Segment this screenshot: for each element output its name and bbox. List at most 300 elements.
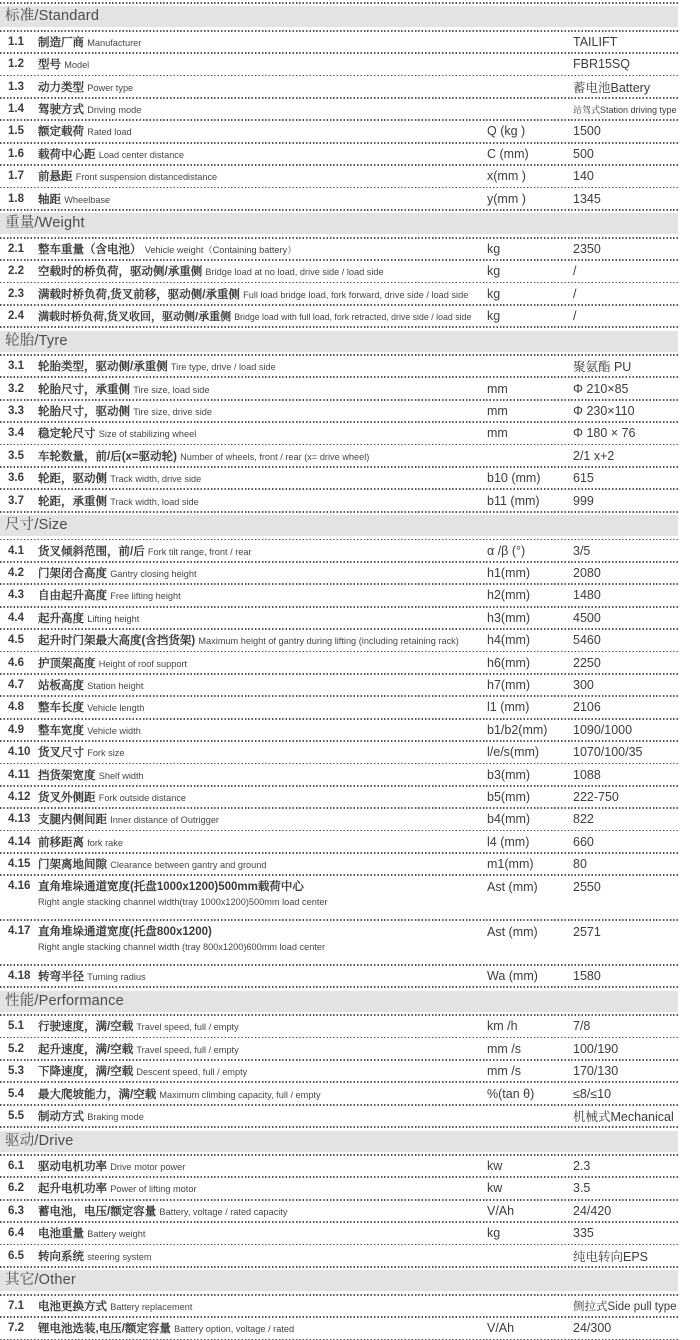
row-label bbox=[38, 358, 487, 374]
row-number: 1.6 bbox=[8, 147, 24, 160]
row-label-en: Bridge load with full load, fork retracted, drive side / load side bbox=[234, 311, 472, 322]
spec-row bbox=[0, 809, 678, 830]
row-label-en: Station height bbox=[87, 681, 144, 692]
row-value: 2080 bbox=[573, 566, 601, 581]
row-label-zh: 轴距 bbox=[38, 193, 61, 206]
row-number: 1.8 bbox=[8, 192, 24, 205]
row-value: 3/5 bbox=[573, 543, 591, 558]
row-label bbox=[38, 286, 487, 302]
spec-row bbox=[0, 1178, 678, 1199]
row-unit: b11 (mm) bbox=[487, 493, 540, 508]
row-unit: b4(mm) bbox=[487, 812, 531, 827]
section-header: 轮胎/Tyre bbox=[0, 331, 678, 352]
dotted-divider bbox=[0, 1126, 678, 1128]
row-unit: b1/b2(mm) bbox=[487, 722, 548, 737]
row-number: 2.4 bbox=[8, 309, 24, 322]
row-label-zh: 站板高度 bbox=[38, 680, 84, 693]
row-unit: Ast (mm) bbox=[487, 880, 538, 895]
row-number: 1.1 bbox=[8, 35, 24, 48]
row-label-en: Rated load bbox=[87, 127, 132, 138]
row-unit: kg bbox=[487, 241, 501, 256]
row-value: 1500 bbox=[573, 124, 601, 139]
row-value: 24/300 bbox=[573, 1321, 612, 1336]
row-label bbox=[38, 925, 487, 953]
row-value: 1088 bbox=[573, 767, 601, 782]
row-unit: kw bbox=[487, 1159, 503, 1174]
row-value: / bbox=[573, 264, 577, 279]
row-label-en: Fork size bbox=[87, 748, 125, 759]
row-number: 3.2 bbox=[8, 382, 24, 395]
row-label-en: Maximum climbing capacity, full / empty bbox=[159, 1089, 321, 1100]
row-label bbox=[38, 856, 487, 872]
row-label bbox=[38, 767, 487, 783]
row-unit: Ast (mm) bbox=[487, 925, 538, 940]
row-value: 2250 bbox=[573, 655, 601, 670]
row-label bbox=[38, 425, 487, 441]
row-unit: l4 (mm) bbox=[487, 834, 530, 849]
dotted-divider bbox=[0, 209, 678, 211]
row-value: 2350 bbox=[573, 241, 601, 256]
dotted-divider bbox=[0, 2, 678, 4]
spec-row bbox=[0, 239, 678, 260]
row-label bbox=[38, 34, 487, 50]
row-label-en: Fork outside distance bbox=[98, 793, 187, 803]
row-label-zh: 起升高度 bbox=[38, 612, 84, 625]
row-number: 7.2 bbox=[8, 1322, 24, 1335]
row-label-zh: 下降速度，满/空载 bbox=[38, 1066, 134, 1079]
spec-row bbox=[0, 1083, 678, 1104]
spec-row bbox=[0, 563, 678, 584]
spec-row bbox=[0, 854, 678, 875]
row-value: 机械式Mechanical bbox=[573, 1109, 674, 1124]
row-label bbox=[38, 381, 487, 397]
row-label bbox=[38, 241, 487, 257]
row-number: 4.13 bbox=[8, 813, 31, 826]
spec-row bbox=[0, 1061, 678, 1082]
row-label-en: fork rake bbox=[87, 837, 123, 848]
row-label-en: Track width, load side bbox=[110, 496, 199, 507]
row-label-en: Braking mode bbox=[87, 1111, 144, 1122]
row-number: 5.3 bbox=[8, 1065, 24, 1078]
row-label-en: Tire size, load side bbox=[133, 384, 210, 395]
row-label bbox=[38, 168, 487, 184]
row-number: 4.7 bbox=[8, 679, 24, 692]
row-label-en: Gantry closing height bbox=[110, 569, 197, 580]
row-number: 4.8 bbox=[8, 701, 24, 714]
row-label-zh: 满载时桥负荷,货叉前移，驱动侧/承重侧 bbox=[38, 288, 240, 301]
row-unit: x(mm ) bbox=[487, 169, 526, 184]
row-unit: l1 (mm) bbox=[487, 700, 530, 715]
spec-row bbox=[0, 675, 678, 696]
row-label-zh: 起升电机功率 bbox=[38, 1183, 107, 1196]
row-label-en: Full load bridge load, fork forward, drive side / load side bbox=[243, 289, 469, 300]
spec-row bbox=[0, 831, 678, 852]
row-number: 6.5 bbox=[8, 1249, 24, 1262]
row-number: 4.11 bbox=[8, 768, 30, 781]
spec-row bbox=[0, 630, 678, 651]
row-label-en: Wheelbase bbox=[64, 194, 111, 205]
row-value: TAILIFT bbox=[573, 34, 618, 49]
row-unit: h3(mm) bbox=[487, 610, 531, 625]
row-number: 6.4 bbox=[8, 1227, 24, 1240]
row-label-en: Model bbox=[64, 60, 90, 71]
row-label-zh: 挡货架宽度 bbox=[38, 769, 96, 782]
row-value: 纯电转向EPS bbox=[573, 1249, 649, 1264]
row-label-en: Battery replacement bbox=[110, 1301, 193, 1312]
row-label-zh: 前悬距 bbox=[38, 171, 73, 184]
row-value: 3.5 bbox=[573, 1181, 591, 1196]
row-value: 615 bbox=[573, 471, 594, 486]
row-label-en: Bridge load at no load, drive side / load side bbox=[205, 267, 384, 278]
row-label-en: Travel speed, full / empty bbox=[136, 1022, 239, 1033]
row-label-en: Inner distance of Outrigger bbox=[110, 815, 219, 826]
row-label-en: Vehicle width bbox=[87, 725, 141, 736]
row-label-en: Battery, voltage / rated capacity bbox=[159, 1206, 288, 1217]
row-value: 2/1 x+2 bbox=[573, 448, 615, 463]
row-unit: Wa (mm) bbox=[487, 969, 538, 984]
row-label-en: Power type bbox=[87, 82, 134, 93]
spec-row bbox=[0, 54, 678, 75]
row-unit: mm bbox=[487, 426, 508, 441]
section-header: 驱动/Drive bbox=[0, 1131, 678, 1152]
row-number: 4.3 bbox=[8, 589, 24, 602]
row-label bbox=[38, 632, 487, 648]
dotted-divider bbox=[0, 986, 678, 988]
row-unit: mm bbox=[487, 403, 508, 418]
row-label bbox=[38, 403, 487, 419]
row-value: 1090/1000 bbox=[573, 722, 633, 737]
row-unit: b3(mm) bbox=[487, 767, 531, 782]
row-label-en: Clearance between gantry and ground bbox=[110, 860, 267, 871]
row-unit: V/Ah bbox=[487, 1321, 515, 1336]
row-label-en: Height of roof support bbox=[98, 658, 188, 669]
row-number: 5.4 bbox=[8, 1087, 24, 1100]
row-label-zh: 锂电池选装,电压/额定容量 bbox=[38, 1323, 171, 1336]
spec-row bbox=[0, 876, 678, 919]
row-value: 蓄电池Battery bbox=[573, 80, 651, 95]
spec-row bbox=[0, 32, 678, 53]
row-label-zh: 轮距，驱动侧 bbox=[38, 473, 107, 486]
spec-row bbox=[0, 166, 678, 187]
row-number: 4.10 bbox=[8, 746, 31, 759]
spec-row bbox=[0, 1156, 678, 1177]
row-value: 1480 bbox=[573, 588, 601, 603]
row-label bbox=[38, 1248, 487, 1264]
row-label bbox=[38, 699, 487, 715]
spec-row bbox=[0, 1106, 678, 1127]
row-label bbox=[38, 308, 487, 324]
row-label-zh: 载荷中心距 bbox=[38, 148, 96, 161]
row-unit: y(mm ) bbox=[487, 191, 526, 206]
spec-row bbox=[0, 1245, 678, 1266]
row-number: 4.2 bbox=[8, 567, 24, 580]
row-label-zh: 空载时的桥负荷，驱动侧/承重侧 bbox=[38, 266, 203, 279]
row-label-zh: 型号 bbox=[38, 59, 61, 72]
spec-row bbox=[0, 144, 678, 165]
row-label-zh: 轮胎尺寸，承重侧 bbox=[38, 383, 130, 396]
row-unit: h7(mm) bbox=[487, 678, 531, 693]
row-number: 6.3 bbox=[8, 1204, 24, 1217]
row-label-zh: 额定载荷 bbox=[38, 126, 84, 139]
row-label-zh: 整车宽度 bbox=[38, 724, 84, 737]
row-number: 3.6 bbox=[8, 472, 24, 485]
row-label-zh: 轮距，承重侧 bbox=[38, 495, 107, 508]
row-value: 822 bbox=[573, 812, 594, 827]
row-number: 5.1 bbox=[8, 1020, 24, 1033]
section-header: 性能/Performance bbox=[0, 991, 678, 1012]
row-label bbox=[38, 722, 487, 738]
row-number: 3.1 bbox=[8, 360, 24, 373]
row-value: 300 bbox=[573, 678, 594, 693]
row-label-en: Battery weight bbox=[87, 1229, 146, 1240]
row-number: 3.5 bbox=[8, 449, 24, 462]
spec-row bbox=[0, 468, 678, 489]
row-number: 4.14 bbox=[8, 835, 31, 848]
row-value: 侧拉式Side pull type bbox=[573, 1300, 677, 1313]
row-label bbox=[38, 101, 487, 117]
spec-row bbox=[0, 423, 678, 444]
row-unit: mm bbox=[487, 381, 508, 396]
row-label-zh: 蓄电池，电压/额定容量 bbox=[38, 1205, 157, 1218]
row-number: 4.16 bbox=[8, 880, 31, 893]
row-label-zh: 转弯半径 bbox=[38, 971, 84, 984]
row-label-zh: 门架离地间隙 bbox=[38, 859, 107, 872]
row-label-zh: 门架闭合高度 bbox=[38, 568, 107, 581]
row-label-en: Manufacturer bbox=[87, 37, 142, 48]
row-label-zh: 驾驶方式 bbox=[38, 104, 84, 117]
row-label-en: steering system bbox=[87, 1251, 152, 1262]
row-label bbox=[38, 1203, 487, 1219]
spec-row bbox=[0, 1201, 678, 1222]
row-number: 5.2 bbox=[8, 1042, 24, 1055]
row-label-en: Number of wheels, front / rear (x= drive wheel) bbox=[180, 451, 370, 462]
row-label-zh: 行驶速度，满/空载 bbox=[38, 1021, 134, 1034]
row-label bbox=[38, 263, 487, 279]
row-label bbox=[38, 543, 487, 559]
section-header: 标准/Standard bbox=[0, 6, 678, 27]
row-value: 500 bbox=[573, 146, 594, 161]
row-label-en: Right angle stacking channel width(tray 1000x1200)500mm load center bbox=[38, 896, 328, 907]
row-label bbox=[38, 587, 487, 603]
section-header: 尺寸/Size bbox=[0, 515, 678, 536]
dotted-divider bbox=[0, 326, 678, 328]
row-unit: kg bbox=[487, 264, 501, 279]
spec-row bbox=[0, 1296, 678, 1317]
row-label bbox=[38, 56, 487, 72]
row-number: 1.3 bbox=[8, 80, 24, 93]
row-label-en: Tire size, drive side bbox=[133, 406, 213, 417]
row-label-zh: 转向系统 bbox=[38, 1250, 84, 1263]
spec-row bbox=[0, 921, 678, 964]
row-label-en: Battery option, voltage / rated bbox=[174, 1324, 295, 1335]
row-value: Φ 180 × 76 bbox=[573, 426, 636, 441]
row-value: / bbox=[573, 308, 577, 323]
row-value: 24/420 bbox=[573, 1203, 612, 1218]
row-number: 7.1 bbox=[8, 1299, 24, 1312]
row-number: 1.2 bbox=[8, 58, 24, 71]
row-label-en: Tire type, drive / load side bbox=[170, 362, 276, 373]
row-value: 1070/100/35 bbox=[573, 745, 643, 760]
row-unit: kg bbox=[487, 308, 501, 323]
row-value: 2.3 bbox=[573, 1159, 591, 1174]
row-label bbox=[38, 1108, 487, 1124]
row-label bbox=[38, 470, 487, 486]
row-unit: kg bbox=[487, 286, 501, 301]
spec-row bbox=[0, 76, 678, 97]
row-value: ≤8/≤10 bbox=[573, 1086, 612, 1101]
row-value: 170/130 bbox=[573, 1064, 619, 1079]
row-label bbox=[38, 1180, 487, 1196]
spec-row bbox=[0, 445, 678, 466]
spec-row bbox=[0, 121, 678, 142]
row-label-zh: 货叉倾斜范围，前/后 bbox=[38, 545, 145, 558]
row-label-en: Vehicle length bbox=[87, 703, 145, 714]
spec-row bbox=[0, 188, 678, 209]
row-value: 999 bbox=[573, 493, 594, 508]
row-number: 6.1 bbox=[8, 1160, 24, 1173]
spec-row bbox=[0, 261, 678, 282]
spec-row bbox=[0, 697, 678, 718]
row-unit: mm /s bbox=[487, 1041, 522, 1056]
row-number: 4.15 bbox=[8, 858, 31, 871]
row-label-zh: 最大爬坡能力，满/空载 bbox=[38, 1088, 157, 1101]
row-label-en: Turning radius bbox=[87, 972, 146, 983]
row-label bbox=[38, 834, 487, 850]
row-unit: b10 (mm) bbox=[487, 471, 541, 486]
row-value: 80 bbox=[573, 857, 587, 872]
row-label bbox=[38, 811, 487, 827]
row-value: 1580 bbox=[573, 969, 601, 984]
row-unit: h6(mm) bbox=[487, 655, 531, 670]
spec-row bbox=[0, 742, 678, 763]
row-label bbox=[38, 191, 487, 207]
spec-row bbox=[0, 787, 678, 808]
dotted-divider bbox=[0, 511, 678, 513]
row-label-en: Shelf width bbox=[98, 770, 144, 781]
spec-row bbox=[0, 1318, 678, 1339]
row-value: 335 bbox=[573, 1226, 594, 1241]
row-label-en: Lifting height bbox=[87, 613, 140, 624]
spec-row bbox=[0, 1016, 678, 1037]
row-label-en: Drive motor power bbox=[110, 1162, 186, 1173]
row-number: 5.5 bbox=[8, 1109, 24, 1122]
row-unit: Q (kg ) bbox=[487, 124, 526, 139]
row-label-zh: 车轮数量，前/后(x=驱动轮) bbox=[38, 450, 177, 463]
row-value: 100/190 bbox=[573, 1041, 619, 1056]
row-unit: mm /s bbox=[487, 1064, 522, 1079]
row-label-zh: 制造厂商 bbox=[38, 36, 84, 49]
row-label-zh: 动力类型 bbox=[38, 81, 84, 94]
row-label bbox=[38, 789, 487, 805]
row-label-en: Track width, drive side bbox=[110, 474, 202, 485]
row-value: 聚氨酯 PU bbox=[573, 360, 632, 375]
row-label-en: Free lifting height bbox=[110, 591, 181, 602]
row-value: 7/8 bbox=[573, 1019, 591, 1034]
row-label-zh: 整车长度 bbox=[38, 702, 84, 715]
spec-row bbox=[0, 585, 678, 606]
row-number: 4.17 bbox=[8, 925, 31, 938]
row-unit: %(tan θ) bbox=[487, 1086, 535, 1101]
row-label bbox=[38, 146, 487, 162]
row-label-en: Vehicle weight（Containing battery） bbox=[144, 244, 297, 255]
row-value: 2106 bbox=[573, 700, 601, 715]
row-number: 1.7 bbox=[8, 170, 24, 183]
row-label-zh: 起升速度，满/空载 bbox=[38, 1043, 134, 1056]
row-unit: h1(mm) bbox=[487, 566, 531, 581]
row-label bbox=[38, 1086, 487, 1102]
row-label-en: Power of lifting motor bbox=[110, 1184, 197, 1195]
row-label-en: Travel speed, full / empty bbox=[136, 1044, 239, 1055]
row-number: 4.12 bbox=[8, 791, 31, 803]
row-label bbox=[38, 123, 487, 139]
row-label-zh: 护顶架高度 bbox=[38, 657, 96, 670]
row-label-en: Driving mode bbox=[87, 105, 142, 116]
row-value: 站驾式Station driving type bbox=[573, 104, 677, 115]
row-value: 660 bbox=[573, 834, 594, 849]
spec-row bbox=[0, 966, 678, 987]
row-label bbox=[38, 880, 487, 908]
row-label-zh: 前移距离 bbox=[38, 836, 84, 849]
spec-row bbox=[0, 99, 678, 120]
section-header: 其它/Other bbox=[0, 1270, 678, 1291]
row-unit: h2(mm) bbox=[487, 588, 531, 603]
spec-row bbox=[0, 378, 678, 399]
row-label bbox=[38, 1041, 487, 1057]
row-label-zh: 起升时门架最大高度(含挡货架) bbox=[38, 635, 196, 648]
row-label bbox=[38, 79, 487, 95]
spec-row bbox=[0, 401, 678, 422]
row-label-zh: 轮胎类型，驱动侧/承重侧 bbox=[38, 361, 168, 374]
row-label-en: Front suspension distancedistance bbox=[75, 172, 218, 183]
row-label bbox=[38, 565, 487, 581]
spec-row bbox=[0, 652, 678, 673]
row-number: 1.5 bbox=[8, 125, 24, 138]
row-number: 4.9 bbox=[8, 723, 24, 736]
row-number: 2.3 bbox=[8, 287, 24, 300]
row-value: 222-750 bbox=[573, 790, 619, 804]
spec-row bbox=[0, 1038, 678, 1059]
row-label-en: Fork tilt range, front / rear bbox=[147, 546, 252, 557]
row-label-en: Size of stabilizing wheel bbox=[98, 429, 197, 440]
row-label-zh: 货叉尺寸 bbox=[38, 747, 84, 760]
row-value: Φ 230×110 bbox=[573, 403, 635, 418]
row-label-zh: 驱动电机功率 bbox=[38, 1161, 107, 1174]
row-value: 2571 bbox=[573, 925, 601, 940]
row-label-zh: 货叉外侧距 bbox=[38, 792, 96, 804]
spec-row bbox=[0, 356, 678, 377]
row-number: 6.2 bbox=[8, 1182, 24, 1195]
row-unit: l/e/s(mm) bbox=[487, 745, 540, 760]
dotted-divider bbox=[0, 1266, 678, 1268]
row-label-zh: 电池重量 bbox=[38, 1228, 84, 1241]
row-label-zh: 稳定轮尺寸 bbox=[38, 428, 96, 441]
row-unit: C (mm) bbox=[487, 146, 529, 161]
row-label bbox=[38, 1063, 487, 1079]
row-label-zh: 自由起升高度 bbox=[38, 590, 107, 603]
row-value: 2550 bbox=[573, 880, 601, 895]
spec-row bbox=[0, 1223, 678, 1244]
row-label bbox=[38, 1225, 487, 1241]
row-unit: m1(mm) bbox=[487, 857, 534, 872]
row-label-zh: 直角堆垛通道宽度(托盘1000x1200)500mm载荷中心 bbox=[38, 881, 304, 894]
spec-row bbox=[0, 306, 678, 327]
spec-row bbox=[0, 283, 678, 304]
row-unit: kg bbox=[487, 1226, 501, 1241]
row-label bbox=[38, 1018, 487, 1034]
row-label-en: Maximum height of gantry during lifting (including retaining rack) bbox=[198, 636, 459, 647]
row-number: 3.3 bbox=[8, 404, 24, 417]
row-unit: h4(mm) bbox=[487, 633, 531, 648]
